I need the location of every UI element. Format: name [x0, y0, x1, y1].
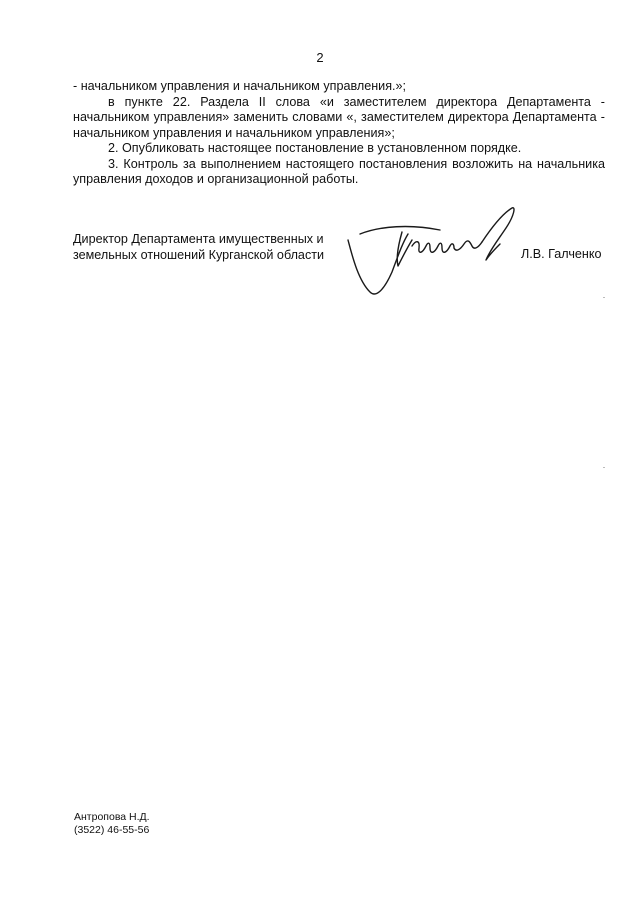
paragraph-continuation: - начальником управления и начальником управления.»;	[73, 79, 407, 93]
paragraph-amendment-point-22: в пункте 22. Раздела II слова «и заместителем директора Департамента - начальником управления» заменить словами «, заместителем директора Департамента - начальником управления и начальником управления»;	[73, 94, 605, 140]
handwritten-signature-icon	[340, 200, 520, 300]
paragraph-publish: 2. Опубликовать настоящее постановление в установленном порядке.	[108, 141, 522, 155]
executor-phone: (3522) 46-55-56	[74, 824, 150, 836]
page-number: 2	[316, 50, 324, 65]
executor-info	[74, 811, 150, 837]
paragraph-control: 3. Контроль за выполнением настоящего постановления возложить на начальника управления доходов и организационной работы.	[73, 156, 605, 186]
document-body	[73, 79, 605, 188]
scan-speck	[603, 467, 605, 468]
signatory-name: Л.В. Галченко	[521, 247, 602, 261]
scan-speck	[603, 297, 605, 298]
signatory-position-line-1: Директор Департамента имущественных и	[73, 232, 324, 246]
signatory-position-line-2: земельных отношений Курганской области	[73, 248, 325, 262]
executor-name: Антропова Н.Д.	[74, 811, 150, 823]
signatory-position	[73, 231, 343, 263]
